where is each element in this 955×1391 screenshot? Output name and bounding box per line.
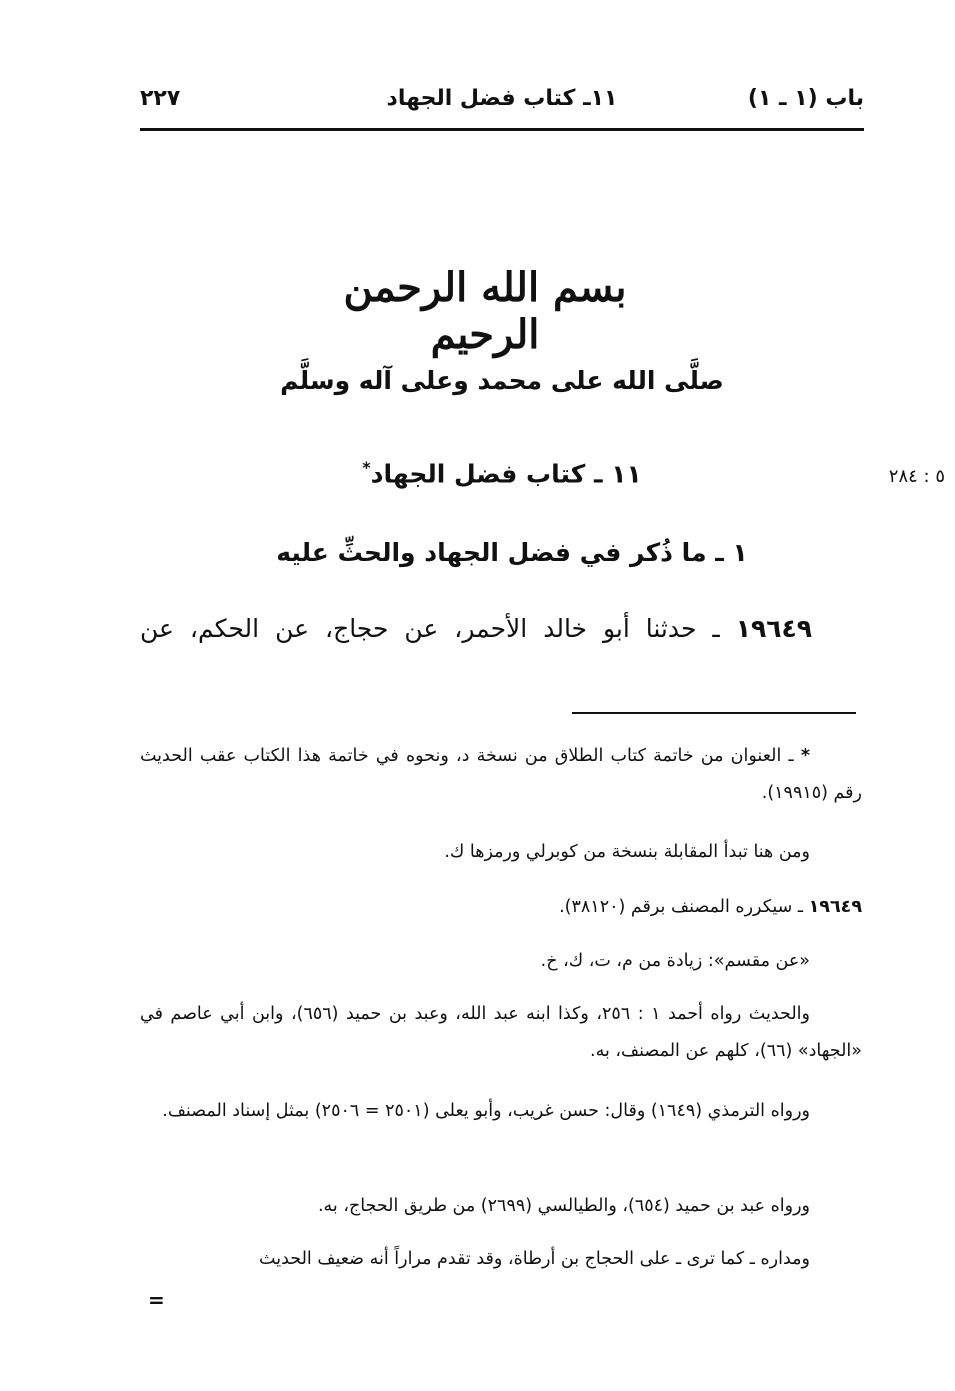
footnote-text: ومن هنا تبدأ المقابلة بنسخة من كوبرلي ورمزها ك.	[444, 842, 810, 862]
footnote-text: ومداره ـ كما ترى ـ على الحجاج بن أرطاة، وقد تقدم مراراً أنه ضعيف الحديث	[259, 1249, 810, 1269]
footnote-collation	[140, 834, 862, 871]
footnote-text: «عن مقسم»: زيادة من م، ت، ك، خ.	[540, 951, 810, 971]
basmala-calligraphy	[300, 246, 670, 358]
footnote-lead: ١٩٦٤٩	[808, 897, 862, 917]
book-title	[140, 458, 864, 488]
hadith-text	[140, 614, 812, 643]
footnote-text: ـ العنوان من خاتمة كتاب الطلاق من نسخة د، ونحوه في خاتمة هذا الكتاب عقب الحديث رقم (١٩٩١٥).	[140, 746, 862, 803]
running-header	[140, 86, 864, 126]
header-book-title: ١١ـ كتاب فضل الجهاد	[386, 86, 618, 111]
book-title-footnote-mark: *	[362, 458, 371, 477]
footnote-text: ورواه عبد بن حميد (٦٥٤)، والطيالسي (٢٦٩٩) من طريق الحجاج، به.	[317, 1196, 810, 1216]
footnote-takhrij-2	[140, 1093, 862, 1130]
footnote-addition	[140, 943, 862, 980]
footnote-takhrij-4	[140, 1241, 862, 1278]
hadith-body: ـ حدثنا أبو خالد الأحمر، عن حجاج، عن الحكم، عن	[140, 614, 720, 643]
page-number: ٢٢٧	[140, 86, 181, 111]
footnote-hadith	[140, 889, 862, 926]
margin-reference: ٥ : ٢٨٤	[888, 466, 945, 487]
hadith-number: ١٩٦٤٩	[735, 614, 812, 643]
header-chapter-ref: باب (١ ـ ١)	[747, 86, 864, 111]
footnote-text: ـ سيكرره المصنف برقم (٣٨١٢٠).	[559, 897, 804, 917]
header-rule	[140, 128, 864, 131]
continuation-mark: =	[148, 1288, 165, 1312]
footnote-text: ورواه الترمذي (١٦٤٩) وقال: حسن غريب، وأبو يعلى (٢٥٠١ = ٢٥٠٦) بمثل إسناد المصنف.	[162, 1101, 810, 1121]
footnote-takhrij-3	[140, 1188, 862, 1225]
chapter-title: ١ ـ ما ذُكر في فضل الجهاد والحثِّ عليه	[276, 538, 748, 567]
footnote-title	[140, 738, 862, 812]
footnote-takhrij-1	[140, 996, 862, 1070]
footnote-lead: *	[800, 746, 810, 766]
salawat-line: صلَّى الله على محمد وعلى آله وسلَّم	[280, 366, 724, 395]
basmala-text: بسم الله الرحمن الرحيم	[343, 264, 627, 358]
footnote-separator	[572, 712, 856, 714]
footnote-text: والحديث رواه أحمد ١ : ٢٥٦، وكذا ابنه عبد الله، وعبد بن حميد (٦٥٦)، وابن أبي عاصم في «الجهاد» (٦٦)، كلهم عن المصنف، به.	[140, 1004, 862, 1061]
book-title-text: ١١ ـ كتاب فضل الجهاد	[370, 459, 642, 489]
